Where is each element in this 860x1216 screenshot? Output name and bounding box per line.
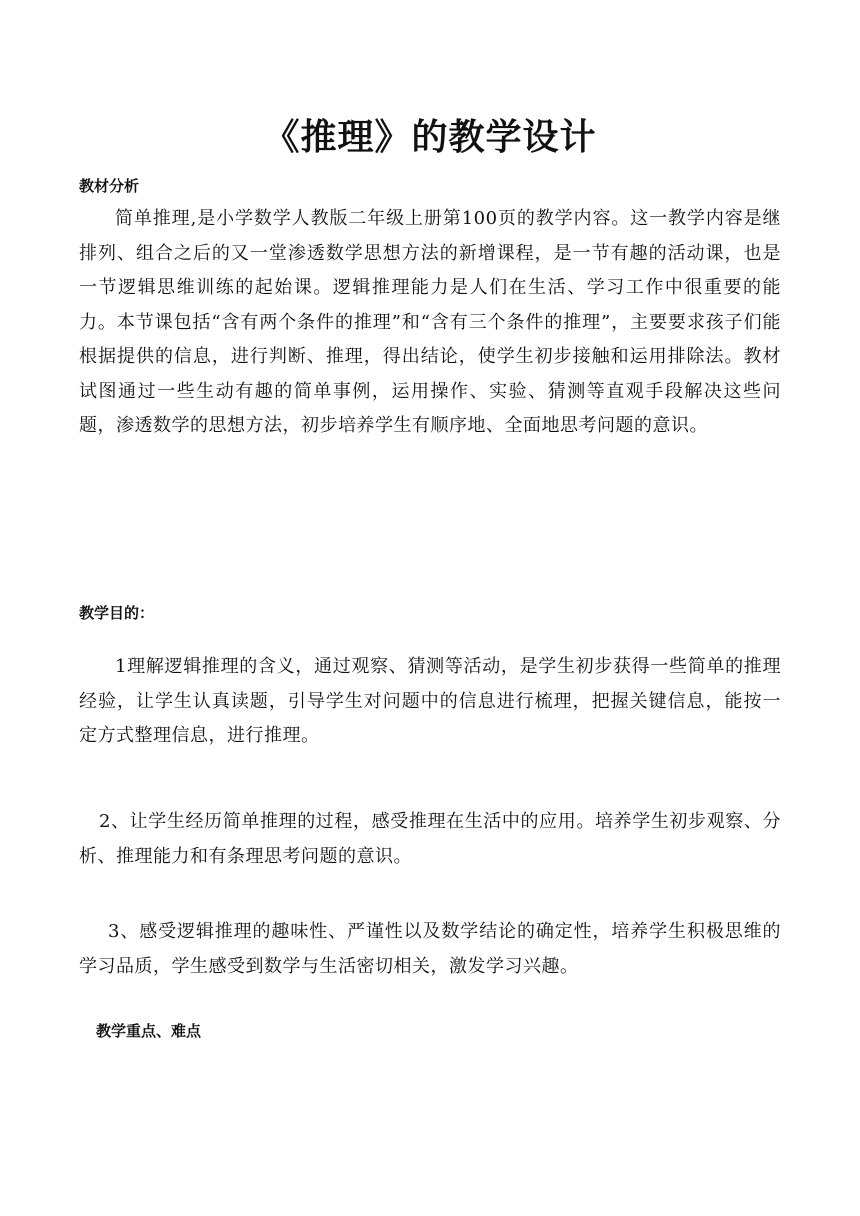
document-title: 《推理》的教学设计	[263, 117, 597, 158]
section-heading-key-points: 教学重点、难点	[96, 1022, 202, 1040]
section-heading-objectives: 教学目的：	[79, 604, 155, 622]
objective-item-1: 1理解逻辑推理的含义，通过观察、猜测等活动，是学生初步获得一些简单的推理经验，让学生认真读题，引导学生对问题中的信息进行梳理，把握关键信息，能按一定方式整理信息，进行推理。	[79, 656, 781, 746]
analysis-paragraph: 简单推理,是小学数学人教版二年级上册第100页的教学内容。这一教学内容是继排列、组合之后的又一堂渗透数学思想方法的新增课程，是一节有趣的活动课，也是一节逻辑思维训练的起始课。逻辑推理能力是人们在生活、学习工作中很重要的能力。本节课包括“含有两个条件的推理”和“含有三个条件的推理”，主要要求孩子们能根据提供的信息，进行判断、推理，得出结论，使学生初步接触和运用排除法。教材试图通过一些生动有趣的简单事例，运用操作、实验、猜测等直观手段解决这些问题，渗透数学的思想方法，初步培养学生有顺序地、全面地思考问题的意识。	[79, 208, 781, 436]
objective-item-3: 3、感受逻辑推理的趣味性、严谨性以及数学结论的确定性，培养学生积极思维的学习品质，学生感受到数学与生活密切相关，激发学习兴趣。	[79, 921, 781, 977]
objective-item-2: 2、让学生经历简单推理的过程，感受推理在生活中的应用。培养学生初步观察、分析、推理能力和有条理思考问题的意识。	[79, 811, 781, 867]
section-heading-analysis: 教材分析	[79, 177, 140, 195]
